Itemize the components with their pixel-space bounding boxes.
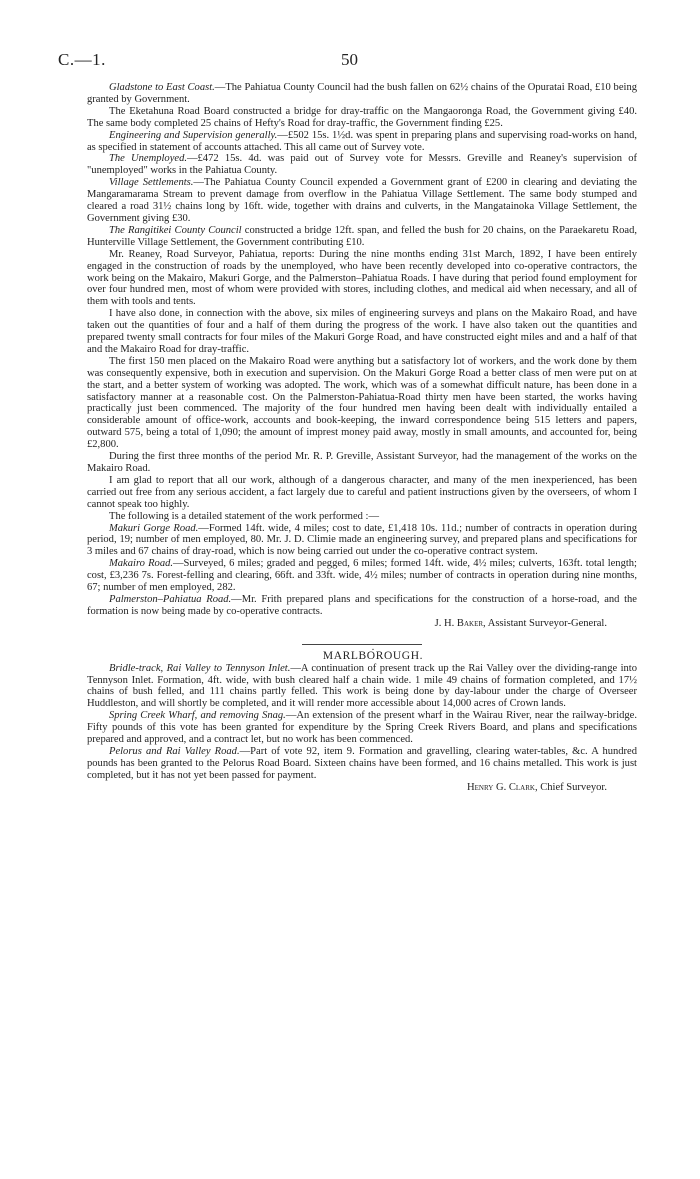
document-code: C.—1. — [58, 50, 106, 69]
paragraph — [87, 451, 637, 475]
paragraph-text: The following is a detailed statement of the work performed :— — [109, 510, 380, 522]
paragraph-text: —Mr. Frith prepared plans and specifications for the construction of a horse-road, and the formation is now being made by co-operative contracts. — [87, 593, 637, 617]
paragraph — [87, 177, 637, 225]
paragraph — [87, 523, 637, 559]
paragraph — [87, 511, 637, 523]
paragraph-text: —£502 15s. 1½d. was spent in preparing plans and supervising road-works on hand, as specified in statement of accounts attached. This all came out of Survey vote. — [87, 129, 638, 153]
signature-role: , Chief Surveyor. — [534, 781, 607, 793]
paragraph-text: —A continuation of present track up the Rai Valley over the dividing-range into Tennyson Inlet. Formation, 4ft. wide, with bush cleared half a chain wide. 1 mile 49 chains of formation completed, and 17½ chains of bush felled, and 111 chains partly felled. This work is being done by day-labour under the charge of Overseer Huddleston, and will shortly be completed, and it will render more accessible about 14,000 acres of Crown lands. — [87, 662, 637, 710]
paragraph-title: Gladstone to East Coast. — [109, 82, 215, 93]
paragraph-text: —The Pahiatua County Council had the bush fallen on 62½ chains of the Opuratai Road, £10 being granted by Government. — [87, 82, 637, 105]
page-number: 50 — [341, 50, 358, 69]
paragraph — [87, 663, 637, 711]
paragraph — [87, 249, 637, 309]
document-body — [87, 82, 637, 794]
paragraph-text: Mr. Reaney, Road Surveyor, Pahiatua, reports: During the nine months ending 31st March, 1892, I have been entirely engaged in the construction of roads by the unemployed, who have been recently developed into co-operative contractors, the work being on the Makairo, Makuri Gorge, and the Palmerston–Pahiatua Roads. I have during that period found employment for over four hundred men, most of whom were provided with stores, including clothes, and medical aid when necessary, and all of them with tools and tents. — [87, 248, 637, 308]
paragraph-title: Makairo Road. — [109, 558, 173, 570]
paragraph-text: During the first three months of the period Mr. R. P. Greville, Assistant Surveyor, had the management of the works on the Makairo Road. — [87, 451, 637, 474]
paragraph-title: The Rangitikei County Council — [109, 224, 242, 236]
paragraph — [87, 130, 637, 154]
paragraph-title: Bridle-track, Rai Valley to Tennyson Inlet. — [109, 662, 291, 674]
paragraph-text: —Part of vote 92, item 9. Formation and gravelling, clearing water-tables, &c. A hundred pounds has been granted to the Pelorus Road Board. Sixteen chains have been formed, and 16 chains metalled. This work is just completed, but it has not yet been passed for payment. — [87, 745, 638, 781]
section-title: MARLBOROUGH. — [322, 649, 424, 662]
paragraph — [87, 746, 637, 782]
paragraph — [87, 225, 637, 249]
paragraph — [87, 308, 637, 356]
paragraph-title: The Unemployed. — [109, 153, 187, 165]
paragraph-text: I have also done, in connection with the above, six miles of engineering surveys and plans on the Makairo Road, and have taken out the quantities of four and a half of them during the progress of the work. I have also taken out the quantities and prepared twenty small contracts for four miles of the Makuri Gorge Road, and have constructed eight miles and and a half of that and the Makairo Road for dray-traffic. — [87, 308, 637, 355]
paragraph-text: The Eketahuna Road Board constructed a bridge for dray-traffic on the Mangaoronga Road, the Government giving £40. The same body completed 25 chains of Hefty's Road for dray-traffic, the Government finding £25. — [87, 105, 637, 129]
paragraph — [87, 594, 637, 618]
paragraph-text: —The Pahiatua County Council expended a Government grant of £200 in clearing and deviating the Mangaramarama Stream to prevent damage from overflow in the Pahiatua Village Settlement. The same body stumped and cleared a road 31½ chains long by 16ft. wide, together with drains and culverts, in the Mangatainoka Village Settlement, the Government giving £30. — [87, 177, 637, 224]
paragraph-title: Makuri Gorge Road. — [109, 522, 199, 534]
paragraph-text: —Surveyed, 6 miles; graded and pegged, 6 miles; formed 14ft. wide, 4½ miles; culverts, 163ft. total length; cost, £3,236 7s. Forest-felling and clearing, 66ft. and 33ft. wide, 4½ miles; number of contracts in operation during nine months, 67; number of men employed, 282. — [87, 558, 637, 594]
paragraph-text: —Formed 14ft. wide, 4 miles; cost to date, £1,418 10s. 11d.; number of contracts in operation during period, 19; number of men employed, 80. Mr. J. D. Climie made an engineering survey, and prepared plans and specifications for 3 miles and 67 chains of dray-road, which is now being carried out under the co-operative contract system. — [87, 522, 638, 558]
paragraph-text: constructed a bridge 12ft. span, and felled the bush for 20 chains, on the Paraekaretu Road, Hunterville Village Settlement, the Government contributing £10. — [87, 224, 637, 248]
paragraph-text: —An extension of the present wharf in the Wairau River, near the railway-bridge. Fifty pounds of this vote has been granted for expenditure by the Spring Creek Rivers Board, and plans and specifications prepared and approved, and a contract let, but no work has been commenced. — [87, 710, 637, 746]
paragraph-text: The first 150 men placed on the Makairo Road were anything but a satisfactory lot of workers, and the work done by them was consequently expensive, both in execution and supervision. On the Makuri Gorge Road a better class of men were put on at the start, and a better system of working was adopted. The work, which was of a somewhat difficult nature, has been done in a satisfactory manner at a reasonable cost. On the Palmerston-Pahiatua-Road thirty men have been started, the works having practically just been commenced. The majority of the four hundred men having been dealt with individually entailed a considerable amount of office-work, accounts and book-keeping, the inward correspondence being 515 letters and papers, outward 575, being a total of 1,090; the amount of imprest money paid away, mostly in small amounts, and accounted for, being £2,800. — [87, 355, 637, 451]
paragraph-title: Pelorus and Rai Valley Road. — [109, 745, 240, 757]
paragraph-text: —£472 15s. 4d. was paid out of Survey vote for Messrs. Greville and Reaney's supervision of "unemployed" works in the Pahiatua County. — [87, 153, 637, 177]
paragraph — [87, 356, 637, 451]
paragraph — [87, 153, 637, 177]
signature-name: Henry G. Clark — [467, 781, 535, 793]
signature — [87, 782, 637, 794]
paragraph-title: Village Settlements. — [109, 177, 194, 189]
signature — [87, 618, 637, 630]
paragraph — [87, 558, 637, 594]
divider-dot: . — [371, 641, 375, 653]
paragraph — [87, 710, 637, 746]
paragraph-title: Palmerston–Pahiatua Road. — [109, 593, 232, 605]
paragraph-text: I am glad to report that all our work, although of a dangerous character, and many of the men inexperienced, has been carried out free from any serious accident, a fact largely due to careful and patient instructions given by the overseers, of whom I cannot speak too highly. — [87, 474, 637, 510]
paragraph — [87, 106, 637, 130]
signature-name: J. H. Baker — [434, 617, 484, 629]
signature-role: , Assistant Surveyor-General. — [483, 617, 607, 629]
paragraph-title: Engineering and Supervision generally. — [109, 129, 278, 141]
paragraph — [87, 475, 637, 511]
paragraph-title: Spring Creek Wharf, and removing Snag. — [109, 710, 286, 722]
paragraph — [87, 82, 637, 106]
